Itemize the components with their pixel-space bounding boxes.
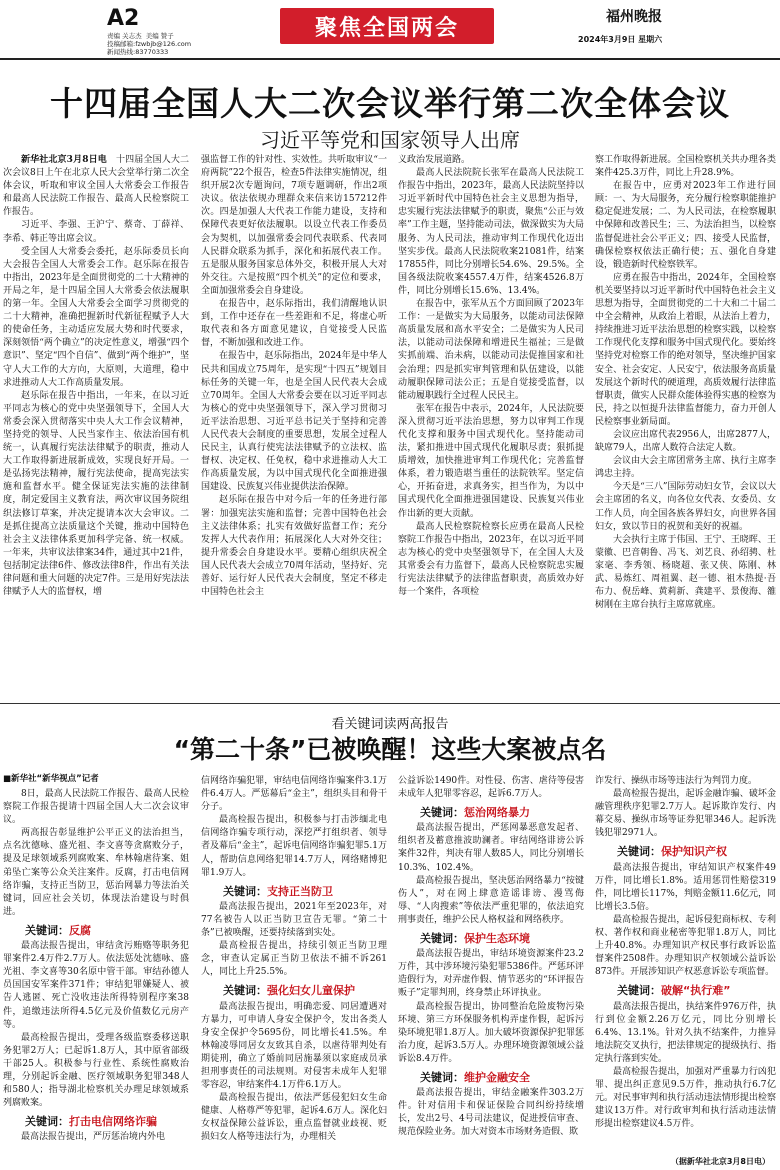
editor-info <box>107 32 191 56</box>
paragraph: 最高法报告提出，严厉惩治境内外电 <box>21 1132 166 1143</box>
article1-column-4 <box>595 154 776 699</box>
keyword-heading <box>201 885 387 898</box>
keyword-heading <box>595 845 776 858</box>
paragraph: 8日，最高人民法院工作报告、最高人民检察院工作报告提请十四届全国人大二次会议审议。 <box>3 789 189 826</box>
paragraph: 最高法报告提出，审结知识产权案件49万件，同比增长1.8%。适用惩罚性赔偿319件，同比增长117%，判赔金额11.6亿元，同比增长3.5倍。 <box>595 862 776 912</box>
article2-headline: “第二十条”已被唤醒！这些大案被点名 <box>173 735 607 764</box>
article2-column-3 <box>398 775 584 1168</box>
paragraph: 会议由大会主席团常务主席、执行主席李鸿忠主持。 <box>595 456 776 480</box>
paragraph: 最高检报告提出，受理各级监察委移送职务犯罪2万人；已起诉1.8万人，其中原省部级干部25人。积极参与行业性、系统性腐败治理，分别起诉金融、医疗领域职务犯罪348人和580人；指导湖北检察机关办理足球领域系列腐败案。 <box>3 1032 189 1109</box>
page-number: A2 <box>107 6 140 31</box>
article-headline: 十四届全国人大二次会议举行第二次全体会议 <box>50 84 730 123</box>
paragraph: 会议应出席代表2956人，出席2877人，缺席79人，出席人数符合法定人数。 <box>595 429 776 454</box>
keyword-term: 破解“执行难” <box>661 984 731 998</box>
keyword-heading <box>398 932 584 945</box>
paragraph: 最高人民检察院检察长应勇在最高人民检察院工作报告中指出，2023年，在以习近平同志为核心的党中央坚强领导下，在全国人大及其常委会有力监督下，最高人民检察院忠实履行宪法法律赋予的法律监督职责，高质效办好每一个案件，各项检 <box>398 521 584 598</box>
paragraph: 最高检报告提出，加强对严重暴力行凶犯罪、提出纠正意见9.5万件，推动执行6.7亿元。对民事审判和执行活动违法情形提出检察建议13万件。对行政审判和执行活动违法情形提出检察建议4.5万件。 <box>595 1066 776 1130</box>
keyword-term: 打击电信网络诈骗 <box>69 1115 157 1129</box>
paragraph: 强监督工作的针对性、实效性。共听取审议“一府两院”22个报告，检查5件法律实施情况，组织开展2次专题询问，7项专题调研，作出2项决议。依法依规办理群众来信来访157212件次。四是加强人大代表工作能力建设，支持和保障代表更好依法履职。以设立代表工作委员会为契机，以加强常委会同代表联系、代表同人民群众联系为抓手，深化和拓展代表工作。五是服从服务国家总体外交，积极开展人大对外交往。六是按照“四个机关”的定位和要求，全面加强常委会自身建设。 <box>201 155 387 296</box>
article1-column-2 <box>201 154 387 699</box>
article-subheadline: 习近平等党和国家领导人出席 <box>260 128 520 152</box>
article2-kicker: 看关键词读两高报告 <box>331 717 449 732</box>
paragraph: 在报告中，赵乐际指出，我们清醒地认识到，工作中还存在一些差距和不足，将虚心听取代表和各方面意见建议，自觉接受人民监督，不断加强和改进工作。 <box>201 299 387 349</box>
paragraph: 信网络诈骗犯罪，审结电信网络诈骗案件3.1万件6.4万人。严惩幕后“金主”，组织头目和骨干分子。 <box>201 776 387 813</box>
keyword-term: 反腐 <box>69 923 91 937</box>
section-banner: 聚焦全国两会 <box>280 8 494 44</box>
paragraph: 最高检报告提出，积极参与打击涉缅北电信网络诈骗专项行动，深挖严打组织者、领导者及幕后“金主”，起诉电信网络诈骗犯罪5.1万人，帮助信息网络犯罪14.7万人，网络赌博犯罪1.9万人。 <box>201 815 387 878</box>
header-rule <box>0 58 780 60</box>
paragraph: 最高检报告提出，起诉侵犯商标权、专利权、著作权和商业秘密等犯罪1.8万人，同比上升40.8%。办理知识产权民事行政诉讼监督案件2508件。办理知识产权领域公益诉讼873件。开展涉知识产权恶意诉讼专项监督。 <box>595 914 776 978</box>
keyword-heading <box>3 924 189 937</box>
paragraph: 受全国人大常委会委托，赵乐际委员长向大会报告全国人大常委会工作。赵乐际在报告中指出，2023年是全面贯彻党的二十大精神的开局之年，是十四届全国人大常委会依法履职的第一年。全国人大常委会全面学习贯彻党的二十大精神，准确把握新时代新征程赋予人大的使命任务，主动适应发展大势和时代要求，深刻领悟“两个确立”的决定性意义，增强“四个意识”、坚定“四个自信”、做到“两个维护”，坚守人大工作的大方向，大原则，大道理，稳中求进推动人大工作高质量发展。 <box>3 246 189 388</box>
paragraph: 最高检报告提出，坚决惩治网络暴力“按键伤人”，对在网上肆意造谣诽谤、漫骂侮辱、“人肉搜索”等依法严重犯罪的，依法追究刑事责任，维护公民人格权益和网络秩序。 <box>398 875 584 925</box>
keyword-heading <box>3 1115 189 1128</box>
keyword-label: 关键词： <box>420 932 464 946</box>
keyword-term: 支持正当防卫 <box>267 884 333 898</box>
paragraph: 新华社北京3月8日电 十四届全国人大二次会议8日上午在北京人民大会堂举行第二次全体会议，听取和审议全国人大常委会工作报告和最高人民法院工作报告、最高人民检察院工作报告。 <box>3 155 189 218</box>
paragraph: 两高报告彰显维护公平正义的法治担当，点名沈德咏、盛光祖、李文喜等贪腐败分子，提及足球领域系列腐败案、牟林翰虐待案、姐弟坠亡案等公众关注案件。反腐，打击电信网络诈骗，支持正当防卫，惩治网暴力等法治关键词，回应社会关切，体现法治建设与时俱进。 <box>3 828 189 917</box>
paragraph: 公益诉讼1490件。对性侵、伤害、虐待等侵害未成年人犯罪零容忍，起诉6.7万人。 <box>398 776 584 800</box>
paragraph: 诈发行、操纵市场等违法行为判罚力度。 <box>595 776 758 786</box>
paragraph: 察工作取得新进展。全国检察机关共办理各类案件425.3万件，同比上升28.9%。 <box>595 155 776 179</box>
keyword-term: 维护金融安全 <box>464 1070 530 1084</box>
article2-credit: ■新华社“新华视点”记者 <box>3 774 99 784</box>
paragraph: 张军在报告中表示，2024年，人民法院要深入贯彻习近平法治思想，努力以审判工作现代化支撑和服务中国式现代化。坚持能动司法，紧扣推进中国式现代化履职尽责；狠抓提质增效，加快推进审判工作现代化；完善监督体系，着力锻造堪当重任的法院铁军。坚定信心，开拓奋进，求真务实，担当作为，为以中国式现代化全面推进强国建设、民族复兴伟业作出新的更大贡献。 <box>398 403 584 519</box>
article1-column-1 <box>3 154 189 699</box>
paragraph: 最高法报告提出，2021年至2023年，对77名被告人以正当防卫宣告无罪。“第二十条”已被唤醒，还要持续落到实处。 <box>201 901 387 939</box>
paragraph: 在报告中，应勇对2023年工作进行回顾：一、为大局服务，充分履行检察职能推护稳定促进发展；二、为人民司法，在检察履职中保障和改善民生；三、为法治担当，以检察监督促进社会公平正义；四、接受人民监督，确保检察权依法正确行使；五、强化自身建设，锻造新时代检察铁军。 <box>595 181 776 270</box>
keyword-term: 保护生态环境 <box>464 932 530 946</box>
issue-date: 2024年3月9日 星期六 <box>578 35 663 44</box>
keyword-label: 关键词： <box>25 1115 69 1129</box>
keyword-heading <box>398 1071 584 1084</box>
keyword-label: 关键词： <box>420 1070 464 1084</box>
paragraph: 最高检报告提出，依法严惩侵犯妇女生命健康、人格尊严等犯罪，起诉4.6万人。深化妇女权益保障公益诉讼，重点监督就业歧视、贬损妇女人格等违法行为，办理相关 <box>201 1093 387 1143</box>
keyword-term: 强化妇女儿童保护 <box>267 984 355 998</box>
paragraph: 最高法报告提出，审结金融案件303.2万件。针对信用卡和保证保险合同纠纷持续增长，发出2号、4号司法建议，促进授信审查、规范保险业务。加大对资本市场财务造假、欺 <box>398 1088 584 1138</box>
paragraph: 最高人民法院院长张军在最高人民法院工作报告中指出，2023年，最高人民法院坚持以习近平新时代中国特色社会主义思想为指导，忠实履行宪法法律赋予的职责，聚焦“公正与效率”工作主题，坚持能动司法，做深做实为大局服务、为人民司法，推动审判工作现代化迈出坚实步伐。最高人民法院收案21081件，结案17855件，同比分别增长54.6%、29.5%。全国各级法院收案4557.4万件，结案4526.8万件，同比分别增长15.6%、13.4%。 <box>398 168 584 296</box>
keyword-heading <box>201 984 387 997</box>
paragraph: 习近平、李强、王沪宁、蔡奇、丁薛祥、李希、韩正等出席会议。 <box>3 220 189 244</box>
article2-column-4 <box>595 775 776 1155</box>
paragraph: 在报告中，赵乐际指出，2024年是中华人民共和国成立75周年，是实现“十四五”规划目标任务的关键一年，也是全国人民代表大会成立70周年。全国人大常委会要在以习近平同志为核心的党中央坚强领导下，深入学习贯彻习近平法治思想、习近平总书记关于坚持和完善人民代表大会制度的重要思想，发展全过程人民民主，认真行使宪法法律赋予的立法权、监督权、决定权、任免权，稳中求进推动人大工作高质量发展，为以中国式现代化全面推进强国建设、民族复兴伟业提供法治保障。 <box>201 351 387 493</box>
keyword-label: 关键词： <box>25 923 69 937</box>
keyword-term: 惩治网络暴力 <box>464 806 530 820</box>
paragraph: 义政治发展道路。 <box>398 155 471 165</box>
paragraph: 最高法报告提出，执结案件976万件，执行到位金额2.26万亿元，同比分别增长6.4%、13.1%。针对久执不结案件，力推异地法院交叉执行，把法律规定的提级执行、指定执行落到实处。 <box>595 1001 776 1064</box>
paragraph: 最高检报告提出，协同整治危险废物污染环境、第三方环保服务机构弄虚作假，起诉污染环境犯罪1.8万人。加大破坏资源保护犯罪惩治力度，起诉3.5万人。办理环境资源领域公益诉讼8.4万件。 <box>398 1001 584 1064</box>
keyword-label: 关键词： <box>223 984 267 998</box>
editor-line: 投稿邮箱:fzwbjb@126.com <box>107 40 192 48</box>
paragraph: 大会执行主席于伟国、王宁、王晓晖、王蒙徽、巴音朝鲁、冯飞、刘艺良、孙绍骋、杜家毫、李秀领、杨晓超、张又侠、陈刚、林武、易炼红、周祖翼、赵一德、祖木热提·吾布力、倪岳峰、黄莉新、龚建平、景俊海、雒树刚在主席台执行主席席就座。 <box>595 534 776 611</box>
dateline-lead: 新华社北京3月8日电 <box>21 155 117 165</box>
paragraph: 最高法报告提出，审结贪污贿赂等职务犯罪案件2.4万件2.7万人。依法惩处沈德咏、盛光祖、李文喜等30名原中管干部。审结孙德人员国国安军案件371件；审结犯罪嫌疑人、被告人逃匿、死亡没收违法所得特别程序案38件，追缴违法所得4.5亿元及价值数亿元房产等。 <box>3 941 189 1030</box>
keyword-label: 关键词： <box>420 806 464 820</box>
article2-column-2 <box>201 775 387 1168</box>
keyword-label: 关键词： <box>617 984 661 998</box>
newspaper-brand: 福州晚报 <box>606 9 662 25</box>
paragraph: 最高法报告提出，明确恋爱、同居遭遇对方暴力，可申请人身安全保护令，发出各类人身安全保护令5695份，同比增长41.5%。牟林翰凌辱同居女友致其自杀，以虐待罪判处有期徒刑，确立了婚前同居施暴须以家庭成员承担刑事责任的司法规则。对侵害未成年人犯罪零容忍，审结案件4.1万件6.1万人。 <box>201 1001 387 1091</box>
keyword-label: 关键词： <box>223 884 267 898</box>
keyword-heading <box>595 984 776 997</box>
keyword-heading <box>398 806 584 819</box>
paragraph: 最高检报告提出，持续引领正当防卫理念，审查认定属正当防卫依法不捕不诉261人，同比上升25.5%。 <box>201 941 387 978</box>
editor-line: 责编 关志杰 美编 赞子 <box>107 32 174 40</box>
article2-column-1 <box>3 788 189 1168</box>
article1-column-3 <box>398 154 584 699</box>
section-divider <box>0 703 780 704</box>
keyword-label: 关键词： <box>617 845 661 859</box>
page-header <box>0 0 780 58</box>
paragraph: 今天是“三八”国际劳动妇女节，会议以大会主席团的名义，向各位女代表、女委员、女工作人员，向全国各族各界妇女，向世界各国妇女，致以节日的祝贺和美好的祝福。 <box>595 482 776 532</box>
paragraph: 在报告中，张军从五个方面回顾了2023年工作：一是做实为大局服务，以能动司法保障高质量发展和高水平安全；二是做实为人民司法，以能动司法保障和增进民生福祉；三是做实抓前端、治未病，以能动司法促推国家和社会治理；四是抓实审判管理和队伍建设，以能动履职保障司法公正；五是自觉接受监督，以能动履职践行全过程人民民主。 <box>398 299 584 401</box>
keyword-term: 保护知识产权 <box>661 845 727 859</box>
paragraph: 最高法报告提出，审结环境资源案件23.2万件，其中涉环境污染犯罪5386件。严惩环评造假行为，对弄虚作假、情节恶劣的“环评报告贩子”定罪判刑，终身禁止环评执业。 <box>398 949 584 999</box>
paragraph: 最高检报告提出，起诉金融诈骗、破坏金融管理秩序犯罪2.7万人。起诉欺诈发行、内幕交易、操纵市场等证券犯罪346人。起诉洗钱犯罪2971人。 <box>595 789 776 839</box>
paragraph: 最高法报告提出，严惩网暴恶意发起者、组织者及蓄意推波助澜者。审结网络诽谤公诉案件32件，判决有罪人数85人，同比分别增长10.3%、102.4%。 <box>398 823 584 873</box>
paragraph: 赵乐际在报告中指出，一年来，在以习近平同志为核心的党中央坚强领导下，全国人大常委会深入贯彻落实中央人大工作会议精神，坚持党的领导、人民当家作主、依法治国有机统一，认真履行宪法法律赋予的职责，推动人大工作取得新进展新成效，实现良好开局。一是弘扬宪法精神，履行宪法使命，提高宪法实施和监督水平。健全保证宪法实施的法律制度，制定爱国主义教育法，两次审议国务院组织法修订草案，并决定提请本次大会审议。二是抓住提高立法质量这个关键，推动中国特色社会主义法律体系更加科学完备、统一权威。一年来，共审议法律案34件，通过其中21件，包括制定法律6件、修改法律8件，作出有关法律问题和重大问题的决定7件。三是用好宪法法律赋予人大的监督权，增 <box>3 390 189 598</box>
editor-line: 新闻热线:83770333 <box>107 48 169 56</box>
paragraph: 应勇在报告中指出，2024年，全国检察机关要坚持以习近平新时代中国特色社会主义思想为指导，全面贯彻党的二十大和二十届二中全会精神，从政治上着眼，从法治上着力，持续推进习近平法治思想的检察实践，以检察工作现代化支撑和服务中国式现代化。要始终坚持党对检察工作的绝对领导，坚决维护国家安全、社会安定、人民安宁，依法服务高质量发展这个新时代的硬道理，高质效履行法律监督职责，做实人民群众能体验得实惠的检察为民，持之以恒提升法律监督能力，奋力开创人民检察事业新局面。 <box>595 272 776 427</box>
article2-endnote: （据新华社北京3月8日电） <box>670 1157 770 1166</box>
paragraph: 赵乐际在报告中对今后一年的任务进行部署：加强宪法实施和监督；完善中国特色社会主义法律体系；扎实有效做好监督工作；充分发挥人大代表作用；拓展深化人大对外交往；提升常委会自身建设水平。要精心组织庆祝全国人民代表大会成立70周年活动，坚持好、完善好、运行好人民代表大会制度，坚定不移走中国特色社会主 <box>201 495 387 598</box>
